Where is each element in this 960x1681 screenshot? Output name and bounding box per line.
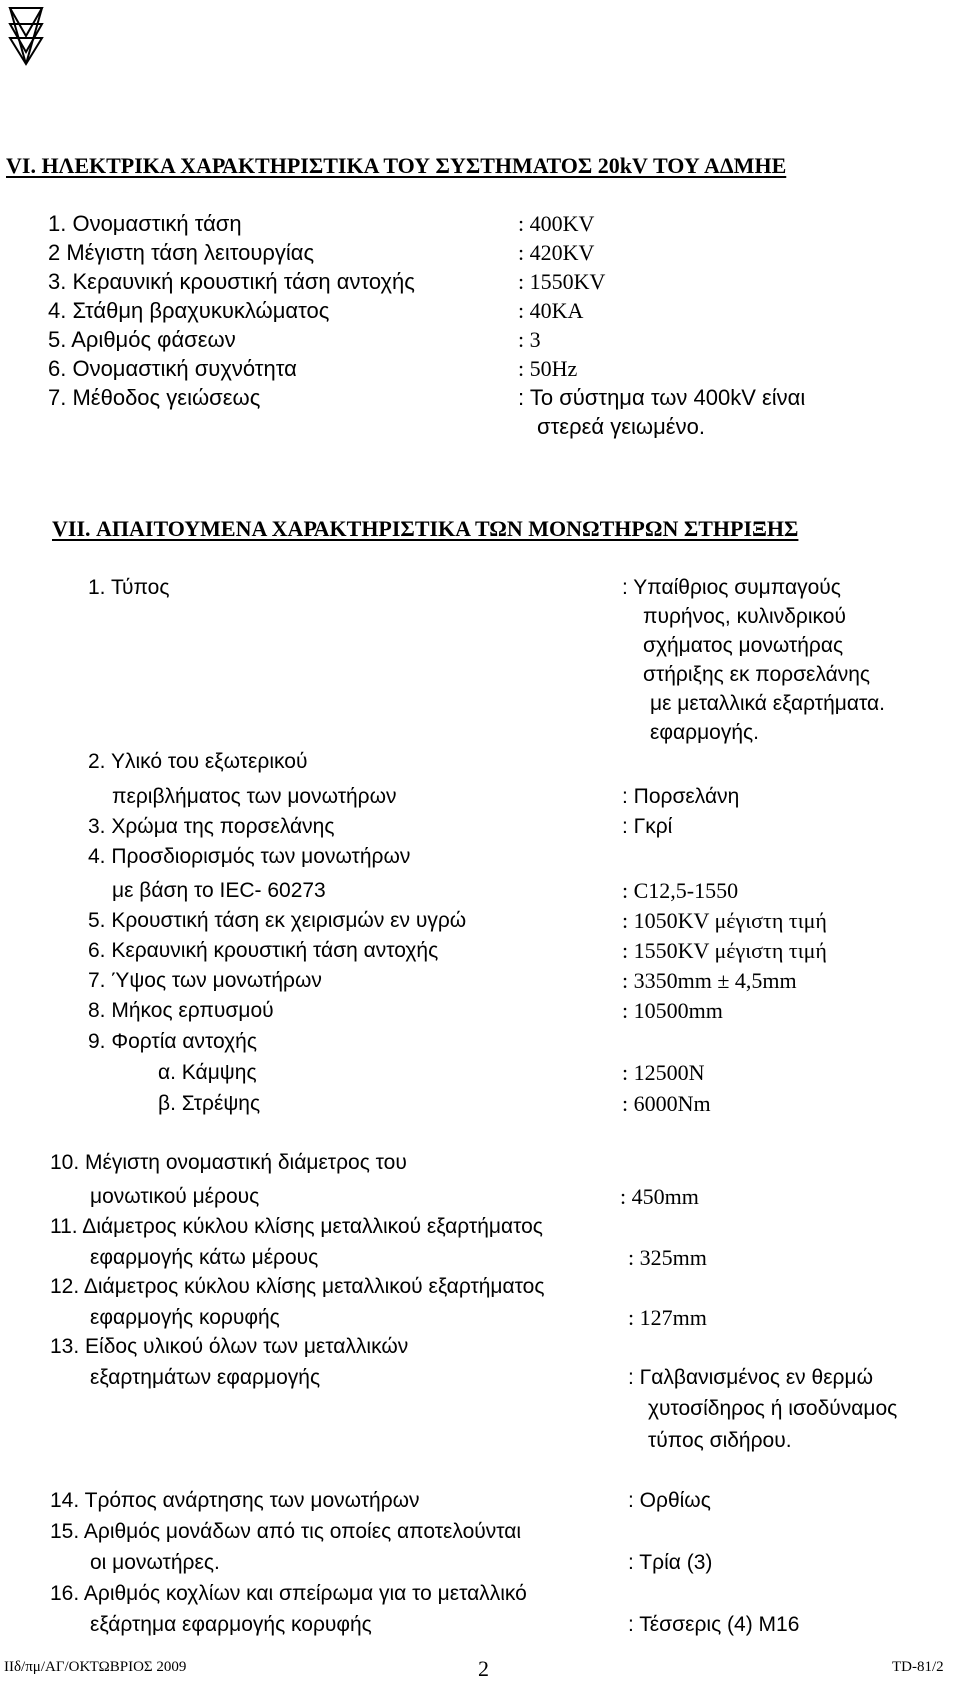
triangles-logo-icon bbox=[8, 6, 44, 66]
list-item-label-cont: εφαρμογής κάτω μέρους bbox=[90, 1246, 319, 1269]
list-item-label: 4. Προσδιορισμός των μονωτήρων bbox=[88, 845, 411, 868]
list-item-label-cont: εφαρμογής κορυφής bbox=[90, 1306, 280, 1329]
list-item-value-cont: εφαρμογής. bbox=[650, 721, 759, 744]
list-item-value-cont: στήριξης εκ πορσελάνης bbox=[643, 663, 871, 686]
list-item-label: 12. Διάμετρος κύκλου κλίσης μεταλλικού εξαρτήματος bbox=[50, 1275, 545, 1298]
list-item-label: 3. Χρώμα της πορσελάνης bbox=[88, 815, 335, 838]
list-item-label: 8. Μήκος ερπυσμού bbox=[88, 999, 274, 1022]
list-item-label: 5. Αριθμός φάσεων bbox=[48, 327, 236, 352]
section-6-title: VI. ΗΛΕΚΤΡΙΚΑ ΧΑΡΑΚΤΗΡΙΣΤΙΚΑ ΤΟΥ ΣΥΣΤΗΜΑΤΟΣ 20kV ΤΟΥ ΑΔΜΗΕ bbox=[6, 153, 787, 178]
list-item-value-cont: με μεταλλικά εξαρτήματα. bbox=[650, 692, 885, 715]
list-item-value-cont: στερεά γειωμένο. bbox=[537, 414, 705, 439]
list-item-value: : Ορθίως bbox=[628, 1489, 711, 1512]
list-item-value-cont: χυτοσίδηρος ή ισοδύναμος bbox=[648, 1397, 898, 1420]
list-item-label: 5. Κρουστική τάση εκ χειρισμών εν υγρώ bbox=[88, 909, 467, 932]
list-item-label-cont: εξάρτημα εφαρμογής κορυφής bbox=[90, 1613, 372, 1636]
list-item-label-cont: οι μονωτήρες. bbox=[90, 1551, 220, 1574]
list-item-value: : Το σύστημα των 400kV είναι bbox=[518, 385, 806, 410]
list-item-value: : C12,5-1550 bbox=[622, 878, 739, 903]
list-item-value: : Γκρί bbox=[622, 815, 673, 838]
list-item-value: : 450mm bbox=[620, 1184, 699, 1209]
list-item-value-cont: πυρήνος, κυλινδρικού bbox=[643, 605, 846, 628]
list-item-label: 2. Υλικό του εξωτερικού bbox=[88, 750, 308, 773]
list-item-value: : 40KA bbox=[518, 298, 584, 323]
list-item-label: 7. Μέθοδος γειώσεως bbox=[48, 385, 261, 410]
list-item-value: : 325mm bbox=[628, 1245, 707, 1270]
list-item-value: : Υπαίθριος συμπαγούς bbox=[622, 576, 841, 599]
list-item-value-cont: σχήματος μονωτήρας bbox=[643, 634, 844, 657]
list-item-label: 16. Αριθμός κοχλίων και σπείρωμα για το μεταλλικό bbox=[50, 1582, 527, 1605]
list-item-value: : 420KV bbox=[518, 240, 595, 265]
list-item-value: : 6000Nm bbox=[622, 1091, 711, 1116]
list-item-label-cont: περιβλήματος των μονωτήρων bbox=[112, 785, 397, 808]
footer-right: TD-81/2 bbox=[892, 1659, 944, 1675]
list-item-value-cont: τύπος σιδήρου. bbox=[648, 1429, 792, 1452]
list-item-label: 10. Μέγιστη ονομαστική διάμετρος του bbox=[50, 1151, 407, 1174]
list-item-label: 1. Τύπος bbox=[88, 576, 170, 599]
list-item-label: 11. Διάμετρος κύκλου κλίσης μεταλλικού εξαρτήματος bbox=[50, 1215, 543, 1238]
list-item-value: : Τέσσερις (4) M16 bbox=[628, 1613, 800, 1636]
list-item-label: 14. Τρόπος ανάρτησης των μονωτήρων bbox=[50, 1489, 420, 1512]
list-item-value: : 12500N bbox=[622, 1060, 705, 1085]
list-item-sub-label: β. Στρέψης bbox=[158, 1092, 261, 1115]
page-number: 2 bbox=[478, 1656, 489, 1681]
list-item-label: 13. Είδος υλικού όλων των μεταλλικών bbox=[50, 1335, 409, 1358]
list-item-label: 1. Ονομαστική τάση bbox=[48, 211, 242, 236]
list-item-value: : Πορσελάνη bbox=[622, 785, 740, 808]
list-item-value: : 3 bbox=[518, 327, 541, 352]
list-item-value: : 10500mm bbox=[622, 998, 723, 1023]
list-item-value: : 400KV bbox=[518, 211, 595, 236]
list-item-label: 6. Κεραυνική κρουστική τάση αντοχής bbox=[88, 939, 439, 962]
list-item-label: 15. Αριθμός μονάδων από τις οποίες αποτελούνται bbox=[50, 1520, 522, 1543]
list-item-label-cont: εξαρτημάτων εφαρμογής bbox=[90, 1366, 321, 1389]
list-item-label: 4. Στάθμη βραχυκυκλώματος bbox=[48, 298, 330, 323]
list-item-label: 9. Φορτία αντοχής bbox=[88, 1030, 257, 1053]
list-item-value: : 1050KV μέγιστη τιμή bbox=[622, 908, 827, 933]
list-item-value: : 50Hz bbox=[518, 356, 578, 381]
list-item-value: : 3350mm ± 4,5mm bbox=[622, 968, 797, 993]
list-item-label: 7. Ύψος των μονωτήρων bbox=[88, 969, 322, 992]
list-item-label: 6. Ονομαστική συχνότητα bbox=[48, 356, 297, 381]
list-item-value: : 127mm bbox=[628, 1305, 707, 1330]
list-item-value: : 1550KV bbox=[518, 269, 606, 294]
list-item-label-cont: μονωτικού μέρους bbox=[90, 1185, 260, 1208]
section-7-title: VII. ΑΠΑΙΤΟΥΜΕΝΑ ΧΑΡΑΚΤΗΡΙΣΤΙΚΑ ΤΩΝ ΜΟΝΩΤΗΡΩΝ ΣΤΗΡΙΞΗΣ bbox=[52, 516, 799, 541]
list-item-label: 3. Κεραυνική κρουστική τάση αντοχής bbox=[48, 269, 415, 294]
list-item-label-cont: με βάση το IEC- 60273 bbox=[112, 879, 326, 902]
list-item-label: 2 Μέγιστη τάση λειτουργίας bbox=[48, 240, 315, 265]
list-item-value: : Τρία (3) bbox=[628, 1551, 713, 1574]
list-item-value: : Γαλβανισμένος εν θερμώ bbox=[628, 1366, 873, 1389]
list-item-value: : 1550KV μέγιστη τιμή bbox=[622, 938, 827, 963]
footer-left: ΙΙδ/πμ/ΑΓ/ΟΚΤΩΒΡΙΟΣ 2009 bbox=[4, 1659, 187, 1675]
list-item-sub-label: α. Κάμψης bbox=[158, 1061, 257, 1084]
